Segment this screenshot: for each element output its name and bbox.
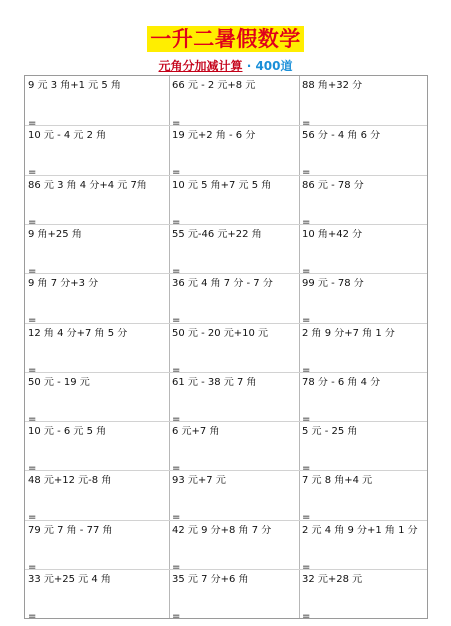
- problem-text: 35 元 7 分+6 角: [172, 574, 249, 585]
- answer-field[interactable]: =: [302, 512, 311, 524]
- problem-text: 2 元 4 角 9 分+1 角 1 分: [302, 524, 418, 536]
- problem-row: [25, 421, 427, 438]
- problem-text: 33 元+25 元 4 角: [28, 574, 111, 585]
- answer-field[interactable]: =: [28, 216, 37, 228]
- answer-field[interactable]: =: [302, 167, 311, 179]
- answer-field[interactable]: =: [172, 611, 181, 622]
- problem-text: 48 元+12 元-8 角: [28, 475, 112, 487]
- answer-row: [25, 611, 427, 623]
- problem-text: 86 元 3 角 4 分+4 元 7角: [28, 179, 147, 191]
- problem-row: [25, 323, 427, 340]
- problem-text: 78 分 - 6 角 4 分: [302, 376, 381, 388]
- answer-field[interactable]: =: [302, 315, 311, 327]
- page-subtitle: [0, 58, 451, 74]
- problem-text: 19 元+2 角 - 6 分: [172, 130, 256, 142]
- answer-field[interactable]: =: [28, 364, 37, 376]
- answer-field[interactable]: =: [302, 561, 311, 573]
- answer-field[interactable]: =: [28, 265, 37, 277]
- problem-row: [25, 175, 427, 192]
- answer-field[interactable]: =: [28, 463, 37, 475]
- problem-text: 36 元 4 角 7 分 - 7 分: [172, 278, 273, 290]
- problem-text: 7 元 8 角+4 元: [302, 475, 373, 487]
- worksheet-table: [24, 75, 428, 622]
- problem-row: [25, 520, 427, 537]
- answer-field[interactable]: =: [28, 611, 37, 622]
- problem-text: 56 分 - 4 角 6 分: [302, 130, 381, 142]
- problem-text: 86 元 - 78 分: [302, 179, 364, 191]
- answer-field[interactable]: =: [172, 167, 181, 179]
- problem-text: 42 元 9 分+8 角 7 分: [172, 524, 272, 536]
- problem-row: [25, 224, 427, 241]
- problem-text: 61 元 - 38 元 7 角: [172, 376, 257, 388]
- answer-field[interactable]: =: [172, 315, 181, 327]
- problem-text: 10 元 - 4 元 2 角: [28, 130, 107, 142]
- problem-text: 10 角+42 分: [302, 228, 363, 240]
- problem-text: 2 角 9 分+7 角 1 分: [302, 327, 395, 339]
- problem-row: [25, 470, 427, 487]
- problem-text: 79 元 7 角 - 77 角: [28, 524, 113, 536]
- problem-row: [25, 372, 427, 389]
- answer-field[interactable]: =: [302, 364, 311, 376]
- problem-text: 6 元+7 角: [172, 426, 220, 438]
- answer-field[interactable]: =: [28, 315, 37, 327]
- answer-field[interactable]: =: [172, 561, 181, 573]
- answer-field[interactable]: =: [172, 364, 181, 376]
- answer-field[interactable]: =: [28, 512, 37, 524]
- answer-field[interactable]: =: [302, 265, 311, 277]
- problem-text: 32 元+28 元: [302, 574, 363, 585]
- problem-text: 12 角 4 分+7 角 5 分: [28, 327, 128, 339]
- problem-text: 99 元 - 78 分: [302, 278, 364, 290]
- problem-text: 9 角 7 分+3 分: [28, 278, 99, 290]
- subtitle-main: 元角分加减计算: [158, 59, 243, 73]
- answer-field[interactable]: =: [302, 413, 311, 425]
- problem-row: [25, 125, 427, 142]
- problem-row: [25, 273, 427, 290]
- problem-text: 10 元 5 角+7 元 5 角: [172, 179, 272, 191]
- problem-text: 9 角+25 角: [28, 228, 82, 240]
- answer-field[interactable]: =: [28, 413, 37, 425]
- answer-field[interactable]: =: [172, 463, 181, 475]
- problem-text: 5 元 - 25 角: [302, 426, 358, 438]
- problem-text: 55 元-46 元+22 角: [172, 228, 262, 240]
- answer-field[interactable]: =: [302, 611, 311, 622]
- problem-row: [25, 80, 427, 92]
- answer-field[interactable]: =: [302, 118, 311, 129]
- subtitle-dot: ·: [246, 59, 252, 73]
- answer-field[interactable]: =: [172, 413, 181, 425]
- answer-field[interactable]: =: [302, 216, 311, 228]
- answer-field[interactable]: =: [28, 167, 37, 179]
- answer-field[interactable]: =: [172, 512, 181, 524]
- column-divider: [299, 76, 300, 618]
- page-title: 一升二暑假数学: [147, 26, 304, 52]
- problem-text: 9 元 3 角+1 元 5 角: [28, 80, 121, 91]
- problem-text: 66 元 - 2 元+8 元: [172, 80, 256, 91]
- problem-text: 88 角+32 分: [302, 80, 363, 91]
- problem-text: 50 元 - 20 元+10 元: [172, 327, 269, 339]
- answer-field[interactable]: =: [302, 463, 311, 475]
- answer-field[interactable]: =: [172, 118, 181, 129]
- answer-field[interactable]: =: [28, 118, 37, 129]
- answer-field[interactable]: =: [28, 561, 37, 573]
- problem-text: 93 元+7 元: [172, 475, 226, 487]
- subtitle-count: 400道: [255, 59, 293, 73]
- problem-text: 10 元 - 6 元 5 角: [28, 426, 107, 438]
- problem-row: [25, 569, 427, 586]
- answer-field[interactable]: =: [172, 265, 181, 277]
- problem-text: 50 元 - 19 元: [28, 376, 90, 388]
- title-area: [0, 26, 451, 52]
- column-divider: [169, 76, 170, 618]
- answer-field[interactable]: =: [172, 216, 181, 228]
